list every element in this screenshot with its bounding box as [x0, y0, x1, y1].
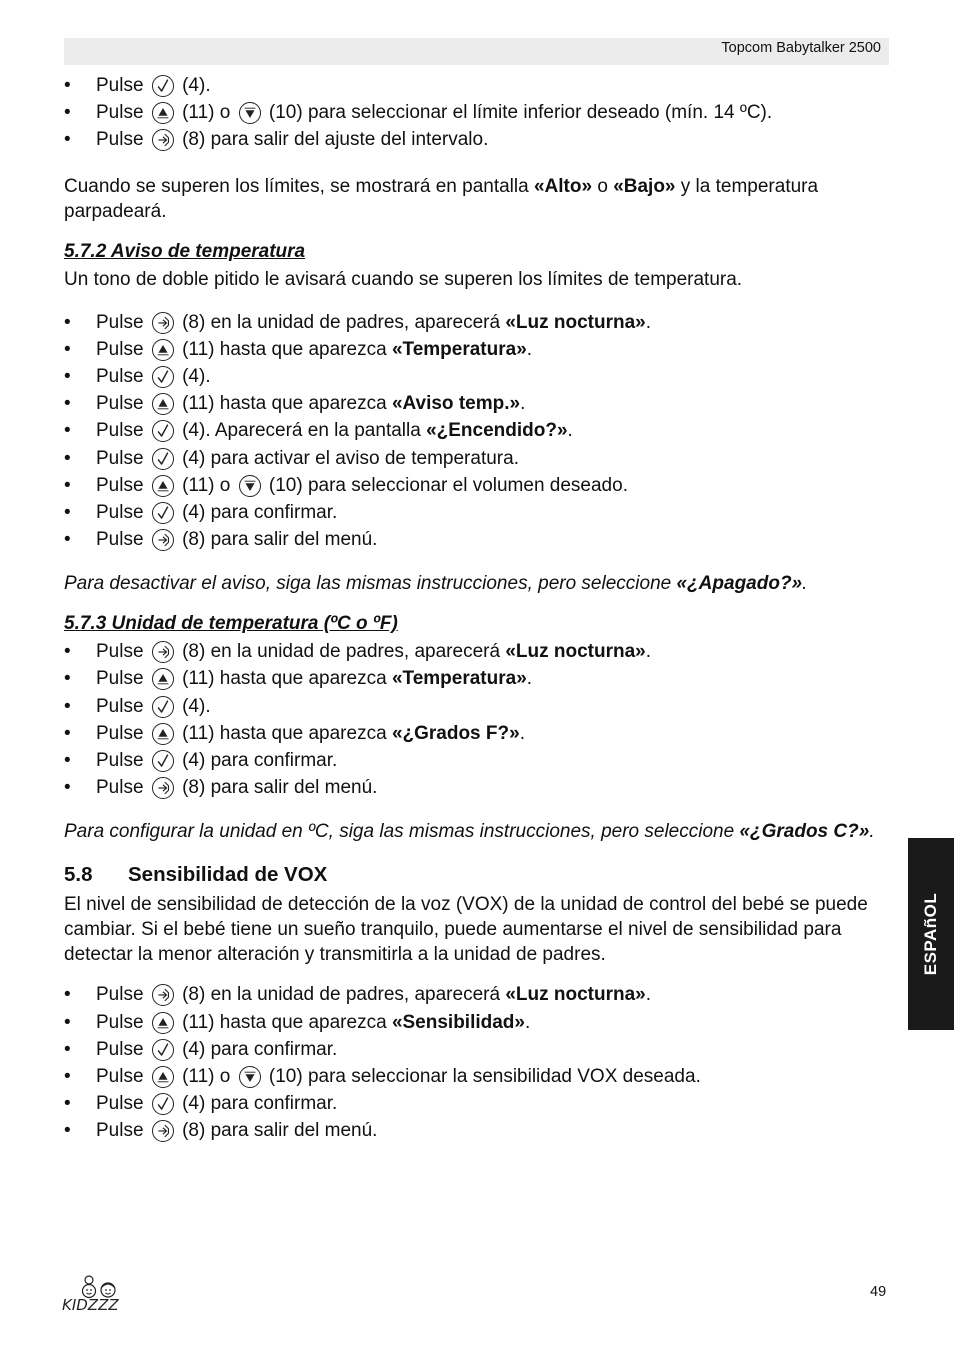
up-arrow-icon [152, 1066, 174, 1088]
text-run: . [520, 393, 526, 415]
text-run: Pulse [96, 474, 149, 496]
text-run: . [645, 984, 651, 1006]
bullet-marker: • [64, 102, 71, 124]
bullet-list [64, 72, 884, 154]
text-run: (11) hasta que aparezca [176, 722, 392, 744]
text-run: Pulse [96, 393, 149, 415]
check-icon [152, 420, 174, 442]
up-arrow-icon [152, 339, 174, 361]
language-tab [908, 838, 954, 1030]
check-icon [152, 696, 174, 718]
text-run: o [592, 175, 614, 197]
text-run: Pulse [96, 1011, 149, 1033]
list-item [64, 720, 884, 747]
text-run: . [645, 311, 651, 333]
list-item [64, 747, 884, 774]
text-run: . [869, 821, 875, 843]
text-run: (4). [176, 695, 211, 717]
exit-icon [152, 129, 174, 151]
text-run: Pulse [96, 311, 149, 333]
text-run: . [567, 420, 573, 442]
text-run: Un tono de doble pitido le avisará cuando se superen los límites de temperatura. [64, 268, 743, 290]
language-tab-label: ESPAñOL [921, 892, 940, 976]
check-icon [152, 366, 174, 388]
text-run: y la temperatura parpadeará. [64, 175, 819, 222]
text-run: (8) en la unidad de padres, aparecerá [176, 311, 506, 333]
list-item [64, 1090, 884, 1117]
header-title: Topcom Babytalker 2500 [721, 40, 881, 56]
text-run: (8) en la unidad de padres, aparecerá [176, 984, 506, 1006]
bold-text: «¿Apagado?» [676, 573, 803, 595]
text-run: Pulse [96, 1038, 149, 1060]
check-icon [152, 1093, 174, 1115]
bold-text: «Luz nocturna» [505, 641, 646, 663]
bullet-marker: • [64, 1120, 71, 1142]
bullet-marker: • [64, 311, 71, 333]
text-run: Pulse [96, 984, 149, 1006]
text-run: Pulse [96, 338, 149, 360]
check-icon [152, 502, 174, 524]
bullet-marker: • [64, 777, 71, 799]
list-item [64, 774, 884, 801]
text-run: Para configurar la unidad en ºC, siga las mismas instrucciones, pero seleccione [64, 821, 740, 843]
list-item [64, 981, 884, 1008]
bullet-marker: • [64, 984, 71, 1006]
exit-icon [152, 641, 174, 663]
paragraph [64, 267, 884, 292]
text-run: Pulse [96, 722, 149, 744]
text-run: (4) para confirmar. [176, 750, 338, 771]
bullet-marker: • [64, 1038, 71, 1060]
up-arrow-icon [152, 393, 174, 415]
up-arrow-icon [152, 723, 174, 745]
paragraph [64, 174, 884, 224]
list-item [64, 309, 884, 336]
list-item [64, 99, 884, 126]
text-run: (11) o [176, 474, 236, 496]
check-icon [152, 750, 174, 772]
text-run: Pulse [96, 695, 149, 717]
down-arrow-icon [239, 475, 261, 497]
text-run: (10) para seleccionar el límite inferior deseado (mín. 14 ºC). [263, 102, 773, 124]
list-item [64, 126, 884, 153]
list-item [64, 526, 884, 553]
text-run: (11) hasta que aparezca [176, 668, 392, 690]
text-run: Pulse [96, 750, 149, 771]
text-run: . [526, 338, 533, 360]
text-run: (11) o [176, 102, 236, 124]
bold-text: «Aviso temp.» [391, 393, 521, 415]
text-run: (8) para salir del menú. [176, 529, 378, 551]
bullet-marker: • [64, 474, 71, 496]
bullet-marker: • [64, 501, 71, 523]
bullet-marker: • [64, 129, 71, 151]
text-run: Pulse [96, 1120, 149, 1142]
text-run: (4). [176, 365, 211, 387]
bullet-marker: • [64, 529, 71, 551]
text-run: Pulse [96, 641, 149, 663]
text-run: Pulse [96, 365, 149, 387]
text-run: Pulse [96, 75, 149, 96]
text-run: Pulse [96, 447, 149, 469]
logo-text: KIDZZZ [62, 1296, 119, 1314]
list-item [64, 445, 884, 472]
bullet-marker: • [64, 447, 71, 469]
bold-text: «Alto» [533, 175, 593, 197]
bullet-list [64, 981, 884, 1144]
section-title [64, 862, 884, 888]
list-item [64, 665, 884, 692]
text-run: . [802, 573, 808, 595]
text-run: Para desactivar el aviso, siga las mismas instrucciones, pero seleccione [64, 573, 677, 595]
text-run: Pulse [96, 129, 149, 151]
section-number: 5.8 [64, 863, 93, 887]
section-title-text: Sensibilidad de VOX [128, 863, 328, 887]
bullet-marker: • [64, 420, 71, 442]
list-item [64, 363, 884, 390]
list-item [64, 72, 884, 99]
text-run: El nivel de sensibilidad de detección de la voz (VOX) de la unidad de control del bebé se puede cambiar. Si el bebé tiene un sueño tranquilo, puede aumentarse el nivel de sensibilidad para detectar la menor alteración y transmitirla a la unidad de padres. [64, 894, 868, 966]
text-run: (11) hasta que aparezca [176, 1011, 392, 1033]
text-run: . [645, 641, 651, 663]
list-item [64, 1117, 884, 1144]
bullet-marker: • [64, 750, 71, 771]
bold-text: «Temperatura» [391, 668, 527, 690]
bold-text: «Sensibilidad» [391, 1011, 525, 1033]
text-run: (8) para salir del menú. [176, 1120, 378, 1142]
list-item [64, 499, 884, 526]
text-run: Pulse [96, 102, 149, 124]
bold-text: «¿Grados C?» [739, 821, 870, 843]
up-arrow-icon [152, 102, 174, 124]
bullet-marker: • [64, 641, 71, 663]
text-run: Pulse [96, 529, 149, 551]
up-arrow-icon [152, 668, 174, 690]
italic-note [64, 571, 884, 596]
text-run: Pulse [96, 1093, 149, 1115]
bullet-marker: • [64, 1011, 71, 1033]
text-run: (4) para confirmar. [176, 1093, 338, 1115]
kidzzz-logo [60, 1272, 132, 1316]
section-heading: 5.7.3 Unidad de temperatura (ºC o ºF) [64, 613, 398, 635]
italic-note [64, 819, 884, 844]
bullet-marker: • [64, 338, 71, 360]
text-run: (11) hasta que aparezca [176, 393, 392, 415]
bullet-marker: • [64, 365, 71, 387]
exit-icon [152, 777, 174, 799]
text-run: (4). Aparecerá en la pantalla [176, 420, 427, 442]
bold-text: «Luz nocturna» [505, 311, 646, 333]
list-item [64, 336, 884, 363]
list-item [64, 417, 884, 444]
bullet-marker: • [64, 1093, 71, 1115]
header-bar [64, 38, 889, 65]
text-run: (10) para seleccionar el volumen deseado. [263, 474, 628, 496]
bold-text: «Luz nocturna» [505, 984, 646, 1006]
bullet-marker: • [64, 393, 71, 415]
list-item [64, 693, 884, 720]
bullet-marker: • [64, 695, 71, 717]
bold-text: «Bajo» [613, 175, 676, 197]
check-icon [152, 75, 174, 97]
bullet-list [64, 638, 884, 801]
check-icon [152, 448, 174, 470]
down-arrow-icon [239, 102, 261, 124]
exit-icon [152, 312, 174, 334]
text-run: Cuando se superen los límites, se mostrará en pantalla [64, 175, 534, 197]
text-run: . [524, 1011, 531, 1033]
text-run: (11) o [176, 1065, 236, 1087]
text-run: (4) para activar el aviso de temperatura. [176, 447, 519, 469]
bold-text: «¿Encendido?» [426, 420, 568, 442]
text-run: Pulse [96, 777, 149, 799]
list-item [64, 390, 884, 417]
bullet-marker: • [64, 1065, 71, 1087]
up-arrow-icon [152, 475, 174, 497]
text-run: Pulse [96, 420, 149, 442]
check-icon [152, 1039, 174, 1061]
bullet-marker: • [64, 722, 71, 744]
up-arrow-icon [152, 1012, 174, 1034]
bold-text: «Temperatura» [391, 338, 527, 360]
exit-icon [152, 529, 174, 551]
bullet-list [64, 309, 884, 554]
text-run: (8) para salir del menú. [176, 777, 378, 799]
bullet-marker: • [64, 668, 71, 690]
text-run: (8) para salir del ajuste del intervalo. [176, 129, 489, 151]
list-item [64, 1009, 884, 1036]
bullet-marker: • [64, 75, 71, 96]
text-run: Pulse [96, 501, 149, 523]
text-run: . [519, 722, 525, 744]
text-run: Pulse [96, 1065, 149, 1087]
paragraph [64, 892, 884, 967]
exit-icon [152, 1120, 174, 1142]
text-run: (11) hasta que aparezca [176, 338, 392, 360]
text-run: (4). [176, 75, 211, 96]
down-arrow-icon [239, 1066, 261, 1088]
page-number: 49 [870, 1284, 887, 1300]
list-item [64, 638, 884, 665]
text-run: (4) para confirmar. [176, 501, 338, 523]
list-item [64, 472, 884, 499]
text-run: (8) en la unidad de padres, aparecerá [176, 641, 506, 663]
text-run: (4) para confirmar. [176, 1038, 338, 1060]
page-content [64, 72, 884, 1145]
section-heading: 5.7.2 Aviso de temperatura [64, 240, 306, 262]
text-run: . [526, 668, 533, 690]
text-run: (10) para seleccionar la sensibilidad VOX deseada. [263, 1065, 701, 1087]
bold-text: «¿Grados F?» [391, 722, 520, 744]
list-item [64, 1036, 884, 1063]
text-run: Pulse [96, 668, 149, 690]
list-item [64, 1063, 884, 1090]
exit-icon [152, 984, 174, 1006]
